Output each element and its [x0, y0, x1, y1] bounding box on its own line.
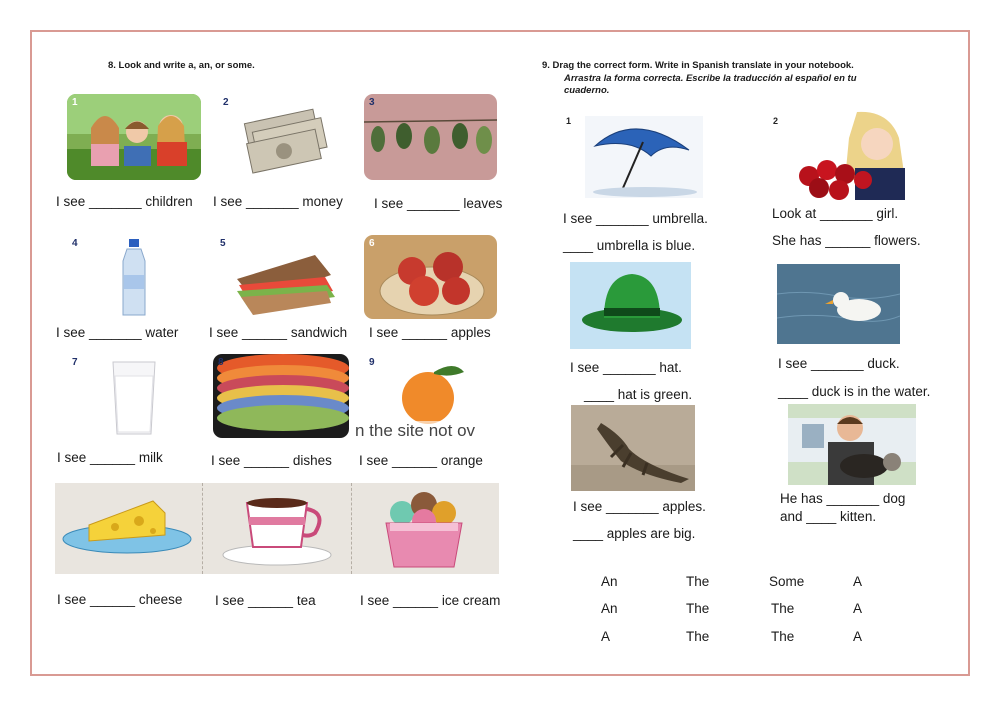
item-5-line-2: ____ apples are big.	[573, 526, 696, 541]
orange-photo: 9	[364, 354, 497, 438]
word-option[interactable]: A	[601, 629, 611, 644]
dishes-photo: 8	[213, 354, 349, 438]
caption-7: I see ______ milk	[57, 450, 163, 465]
word-option[interactable]: A	[853, 601, 863, 616]
caption-10: I see ______ cheese	[57, 592, 183, 607]
word-option[interactable]: The	[686, 601, 710, 616]
item-1-line-2: ____ umbrella is blue.	[563, 238, 696, 253]
heading-spanish-line-1: Arrastra la forma correcta. Escribe la traducción al español en tu	[564, 72, 857, 84]
milk-glass-photo: 7	[67, 354, 201, 438]
caption-3: I see _______ leaves	[374, 196, 503, 211]
caption-9: I see ______ orange	[359, 453, 483, 468]
water-bottle-photo: 4	[67, 235, 201, 319]
caption-2: I see _______ money	[213, 194, 343, 209]
illustration-strip	[55, 483, 499, 574]
crocodile-photo	[571, 405, 695, 491]
word-option[interactable]: An	[601, 601, 618, 616]
word-option[interactable]: A	[853, 629, 863, 644]
word-option[interactable]: The	[771, 601, 795, 616]
activity-8-heading: 8. Look and write a, an, or some.	[108, 60, 255, 71]
word-option[interactable]: The	[686, 629, 710, 644]
children-photo: 1	[67, 94, 201, 180]
caption-8: I see ______ dishes	[211, 453, 332, 468]
girl-with-roses-photo	[795, 110, 913, 200]
item-5-line-1: I see _______ apples.	[573, 499, 706, 514]
caption-6: I see ______ apples	[369, 325, 491, 340]
item-2-line-1: Look at _______ girl.	[772, 206, 899, 221]
caption-5: I see ______ sandwich	[209, 325, 348, 340]
caption-4: I see _______ water	[56, 325, 179, 340]
ice-cream-illustration	[352, 483, 499, 574]
item-4-line-1: I see _______ duck.	[778, 356, 900, 371]
item-1-line-1: I see _______ umbrella.	[563, 211, 708, 226]
green-hat-photo	[570, 262, 691, 349]
item-3-line-2: ____ hat is green.	[584, 387, 693, 402]
heading-spanish-line-2: cuaderno.	[564, 85, 610, 96]
cheese-illustration	[55, 483, 203, 574]
item-6-line-2: and ____ kitten.	[780, 509, 877, 524]
umbrella-photo	[585, 116, 703, 198]
item-3-line-1: I see _______ hat.	[570, 360, 682, 375]
item-6-line-1: He has _______ dog	[780, 491, 906, 506]
heading-english: 9. Drag the correct form. Write in Spanish translate in your notebook.	[542, 60, 854, 71]
tea-cup-illustration	[203, 483, 351, 574]
caption-1: I see _______ children	[56, 194, 193, 209]
item-4-line-2: ____ duck is in the water.	[778, 384, 931, 399]
sandwich-photo: 5	[215, 235, 349, 319]
apples-photo: 6	[364, 235, 497, 319]
item-2-line-2: She has ______ flowers.	[772, 233, 921, 248]
caption-12: I see ______ ice cream	[360, 593, 501, 608]
word-option[interactable]: The	[771, 629, 795, 644]
word-option[interactable]: A	[853, 574, 863, 589]
leaves-photo: 3	[364, 94, 497, 180]
watermark-text: n the site not ov	[355, 421, 476, 440]
word-option[interactable]: The	[686, 574, 710, 589]
caption-11: I see ______ tea	[215, 593, 316, 608]
boy-with-pets-photo	[788, 404, 916, 485]
word-option[interactable]: An	[601, 574, 618, 589]
activity-9-heading	[542, 60, 922, 98]
word-option[interactable]: Some	[769, 574, 805, 589]
duck-photo	[777, 264, 900, 344]
money-photo: 2	[218, 94, 348, 180]
